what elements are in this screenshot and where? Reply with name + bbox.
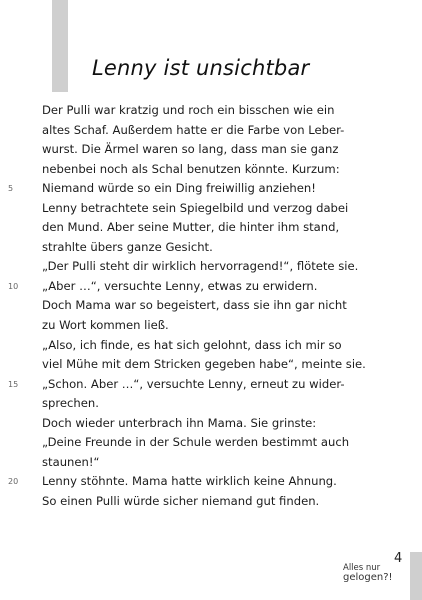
line-text: So einen Pulli würde sicher niemand gut finden. bbox=[42, 493, 320, 508]
text-line bbox=[8, 179, 402, 199]
text-line bbox=[8, 277, 402, 297]
story-text bbox=[8, 101, 402, 511]
line-text: zu Wort kommen ließ. bbox=[42, 318, 169, 333]
line-number: 5 bbox=[8, 184, 14, 194]
line-text: „Deine Freunde in der Schule werden bestimmt auch bbox=[42, 435, 350, 450]
text-line bbox=[8, 472, 402, 492]
chapter-title: Lenny ist unsichtbar bbox=[92, 56, 310, 80]
decorative-top-bar bbox=[52, 0, 68, 92]
line-text: viel Mühe mit dem Stricken gegeben habe“, meinte sie. bbox=[42, 357, 366, 372]
text-line bbox=[42, 101, 402, 121]
line-number: 15 bbox=[8, 379, 19, 389]
text-line bbox=[42, 140, 402, 160]
line-text: „Aber …“, versuchte Lenny, etwas zu erwidern. bbox=[42, 278, 318, 293]
brand-line-2: gelogen?! bbox=[343, 572, 393, 583]
text-line bbox=[42, 453, 402, 473]
line-text: wurst. Die Ärmel waren so lang, dass man sie ganz bbox=[42, 142, 339, 157]
text-line bbox=[42, 199, 402, 219]
text-line bbox=[42, 316, 402, 336]
book-brand-logo bbox=[343, 563, 393, 583]
line-text: sprechen. bbox=[42, 396, 99, 411]
text-line bbox=[42, 355, 402, 375]
text-line bbox=[42, 238, 402, 258]
line-text: Niemand würde so ein Ding freiwillig anziehen! bbox=[42, 181, 316, 196]
line-number: 20 bbox=[8, 477, 19, 487]
text-line bbox=[42, 492, 402, 512]
line-text: staunen!“ bbox=[42, 454, 100, 469]
line-number: 10 bbox=[8, 281, 19, 291]
line-text: altes Schaf. Außerdem hatte er die Farbe von Leber- bbox=[42, 122, 345, 137]
text-line bbox=[42, 394, 402, 414]
text-line bbox=[42, 336, 402, 356]
line-text: Lenny stöhnte. Mama hatte wirklich keine Ahnung. bbox=[42, 474, 337, 489]
decorative-side-bar bbox=[410, 552, 422, 600]
line-text: strahlte übers ganze Gesicht. bbox=[42, 239, 213, 254]
text-line bbox=[42, 218, 402, 238]
page-number: 4 bbox=[394, 551, 403, 566]
text-line bbox=[42, 257, 402, 277]
text-line bbox=[42, 160, 402, 180]
text-line bbox=[42, 433, 402, 453]
text-line bbox=[42, 414, 402, 434]
text-line bbox=[8, 375, 402, 395]
text-line bbox=[42, 121, 402, 141]
brand-line-1: Alles nur bbox=[343, 563, 381, 573]
line-text: Doch wieder unterbrach ihn Mama. Sie grinste: bbox=[42, 415, 317, 430]
line-text: „Der Pulli steht dir wirklich hervorragend!“, flötete sie. bbox=[42, 259, 359, 274]
text-line bbox=[42, 296, 402, 316]
line-text: nebenbei noch als Schal benutzen könnte. Kurzum: bbox=[42, 161, 340, 176]
line-text: Lenny betrachtete sein Spiegelbild und verzog dabei bbox=[42, 200, 349, 215]
line-text: den Mund. Aber seine Mutter, die hinter ihm stand, bbox=[42, 220, 340, 235]
line-text: „Also, ich finde, es hat sich gelohnt, dass ich mir so bbox=[42, 337, 342, 352]
line-text: Der Pulli war kratzig und roch ein bisschen wie ein bbox=[42, 103, 335, 117]
line-text: Doch Mama war so begeistert, dass sie ihn gar nicht bbox=[42, 298, 347, 313]
line-text: „Schon. Aber …“, versuchte Lenny, erneut zu wider- bbox=[42, 376, 345, 391]
